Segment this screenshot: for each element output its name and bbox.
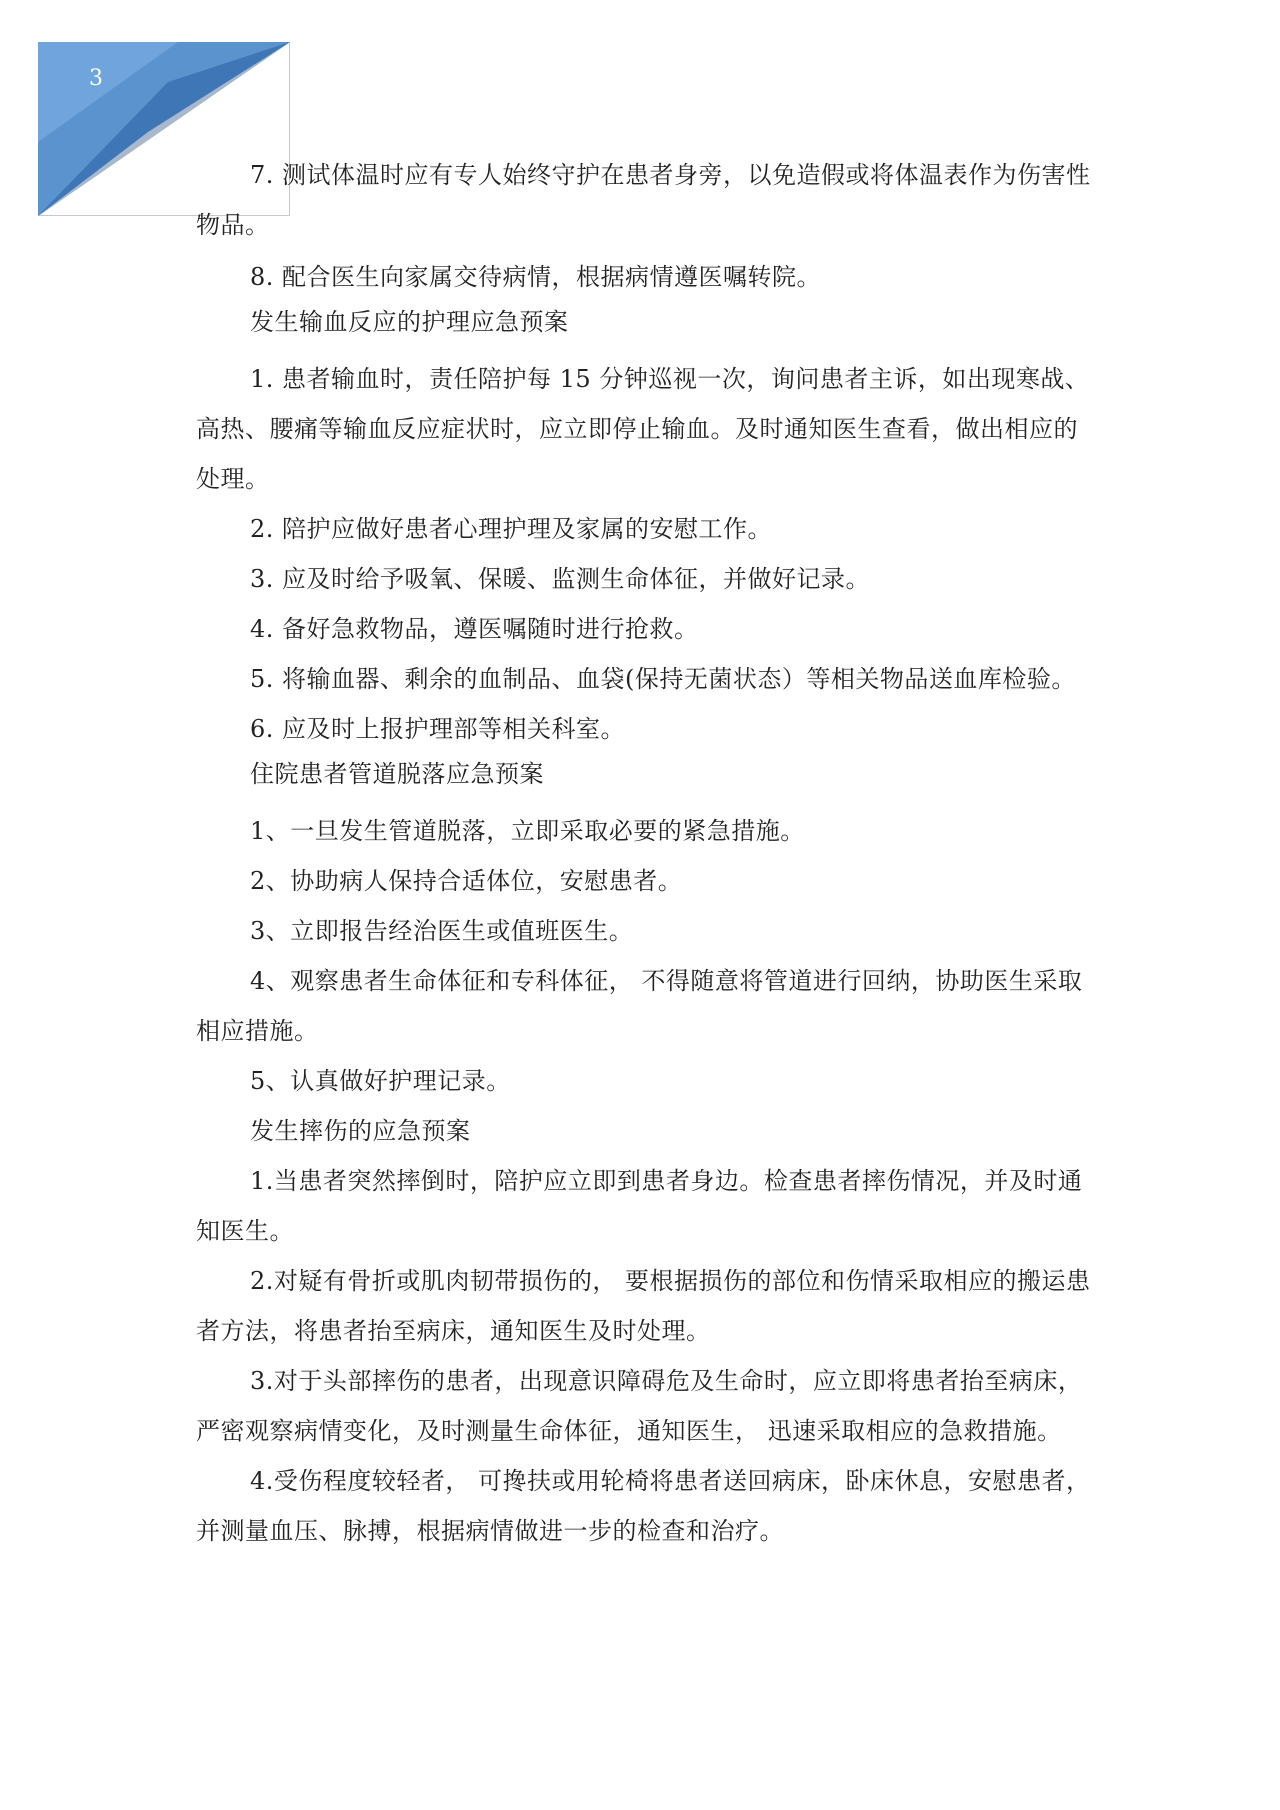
paragraph: 2、协助病人保持合适体位，安慰患者。 <box>250 867 683 895</box>
paragraph: 4. 备好急救物品，遵医嘱随时进行抢救。 <box>250 615 699 643</box>
document-body <box>196 150 1101 1556</box>
paragraph: 2.对疑有骨折或肌肉韧带损伤的， 要根据损伤的部位和伤情采取相应的搬运患者方法，将患者抬至病床，通知医生及时处理。 <box>196 1267 1091 1345</box>
paragraph: 8. 配合医生向家属交待病情，根据病情遵医嘱转院。 <box>250 263 822 291</box>
paragraph: 3、立即报告经治医生或值班医生。 <box>250 917 634 945</box>
section-title: 发生摔伤的应急预案 <box>250 1117 471 1145</box>
paragraph: 5、认真做好护理记录。 <box>250 1067 511 1095</box>
paragraph: 5. 将输血器、剩余的血制品、血袋(保持无菌状态）等相关物品送血库检验。 <box>250 665 1076 693</box>
section-title: 发生输血反应的护理应急预案 <box>250 308 569 336</box>
paragraph: 7. 测试体温时应有专人始终守护在患者身旁，以免造假或将体温表作为伤害性物品。 <box>196 161 1091 239</box>
section-title: 住院患者管道脱落应急预案 <box>250 760 544 788</box>
paragraph: 1.当患者突然摔倒时，陪护应立即到患者身边。检查患者摔伤情况，并及时通知医生。 <box>196 1167 1083 1245</box>
paragraph: 3. 应及时给予吸氧、保暖、监测生命体征，并做好记录。 <box>250 565 871 593</box>
paragraph: 4.受伤程度较轻者， 可搀扶或用轮椅将患者送回病床，卧床休息，安慰患者，并测量血压、脉搏，根据病情做进一步的检查和治疗。 <box>196 1467 1091 1545</box>
paragraph: 1、一旦发生管道脱落，立即采取必要的紧急措施。 <box>250 817 805 845</box>
paragraph: 3.对于头部摔伤的患者，出现意识障碍危及生命时，应立即将患者抬至病床，严密观察病情变化，及时测量生命体征，通知医生， 迅速采取相应的急救措施。 <box>196 1367 1083 1445</box>
paragraph: 2. 陪护应做好患者心理护理及家属的安慰工作。 <box>250 515 773 543</box>
page-number: 3 <box>89 66 103 91</box>
paragraph: 1. 患者输血时，责任陪护每 15 分钟巡视一次，询问患者主诉，如出现寒战、高热、腰痛等输血反应症状时，应立即停止输血。及时通知医生查看，做出相应的处理。 <box>196 365 1090 493</box>
paragraph: 4、观察患者生命体征和专科体征， 不得随意将管道进行回纳，协助医生采取相应措施。 <box>196 967 1083 1045</box>
paragraph: 6. 应及时上报护理部等相关科室。 <box>250 715 626 743</box>
